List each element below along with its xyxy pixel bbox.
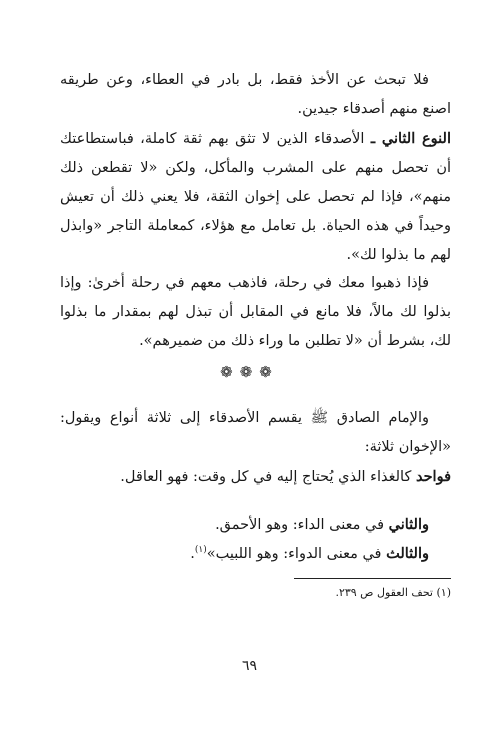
- paragraph-travel: [60, 269, 451, 356]
- paragraph-third-kind: [60, 539, 451, 569]
- paragraph-text: كالغذاء الذي يُحتاج إليه في كل وقت: فهو العاقل.: [120, 469, 416, 485]
- kind-label: والثالث: [386, 545, 429, 562]
- paragraph-second-type: [60, 124, 451, 270]
- paragraph-end-punct: .: [190, 546, 195, 562]
- paragraph-text: والإمام الصادق ﷺ يقسم الأصدقاء إلى ثلاثة أنواع ويقول: «الإخوان ثلاثة:: [60, 410, 451, 455]
- paragraph-text: في معنى الدواء: وهو اللبيب»: [206, 546, 387, 562]
- footnote-marker: (١): [194, 545, 207, 556]
- paragraph-text: فلا تبحث عن الأخذ فقط، بل بادر في العطاء، وعن طريقه اصنع منهم أصدقاء جيدين.: [60, 72, 451, 117]
- paragraph-giving: [60, 66, 451, 124]
- page-number: ٦٩: [241, 658, 258, 674]
- paragraph-text: في معنى الداء: وهو الأحمق.: [215, 517, 389, 533]
- footnote: (١) تحف العقول ص ٢٣٩.: [335, 586, 451, 599]
- paragraph-second-kind: [60, 510, 451, 540]
- footnote-separator: [294, 578, 451, 579]
- paragraph-text: فإذا ذهبوا معك في رحلة، فاذهب معهم في رحلة أخرىٰ: وإذا بذلوا لك مالاً، فلا مانع في المقابل أن تبذل لهم بمقدار ما بذلوا لك، بشرط أن «لا تطلبن ما وراء ذلك من ضميرهم».: [60, 275, 451, 349]
- section-heading: النوع الثاني ـ: [370, 130, 451, 147]
- section-divider-ornament: ❁❁❁: [220, 363, 279, 381]
- kind-label: والثاني: [388, 516, 429, 533]
- paragraph-first-kind: [60, 462, 451, 492]
- paragraph-text: الأصدقاء الذين لا تثق بهم ثقة كاملة، فباستطاعتك أن تحصل منهم على المشرب والمأكل، ولكن «لا تقطعن ذلك منهم»، فإذا لم تحصل على إخوان الثقة، فلا يعني ذلك أن تعيش وحيداً في هذه الحياة. بل تعامل مع هؤلاء، كمعاملة التاجر «وابذل لهم ما بذلوا لك».: [60, 131, 451, 263]
- kind-label: فواحد: [415, 468, 451, 485]
- paragraph-imam-quote: [60, 404, 451, 462]
